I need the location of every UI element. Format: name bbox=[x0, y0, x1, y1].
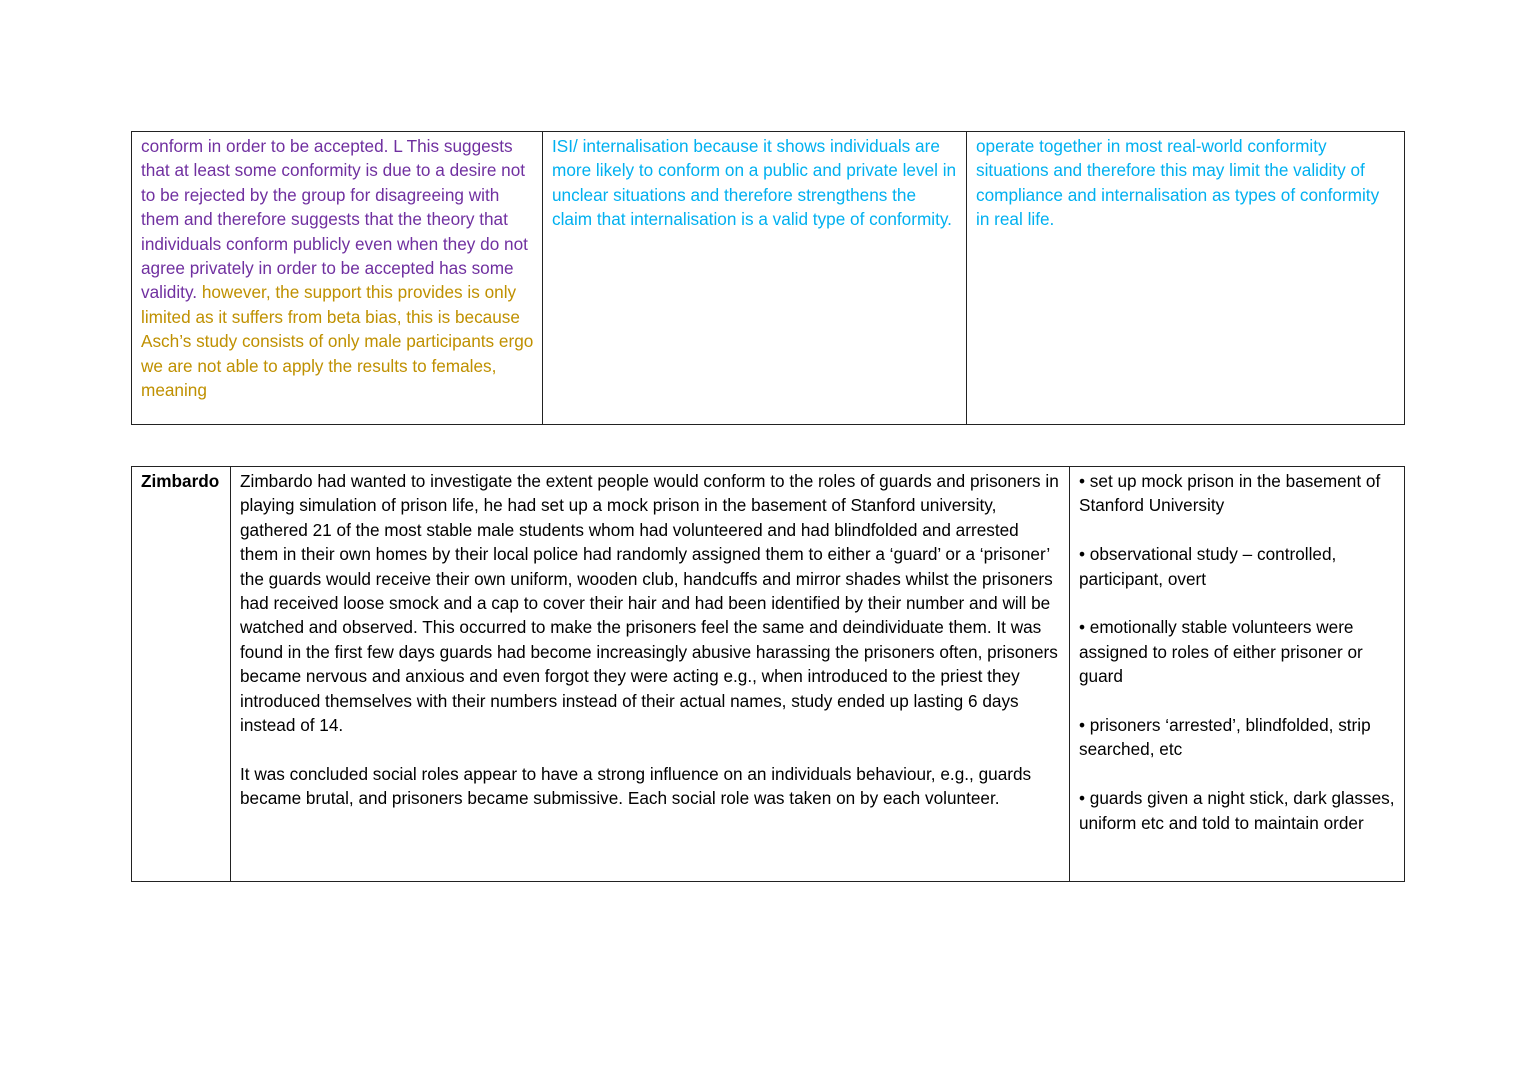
keypoint-item: • guards given a night stick, dark glasses, uniform etc and told to maintain order bbox=[1079, 788, 1395, 833]
evaluation-cell-2 bbox=[543, 132, 967, 425]
study-conclusion: It was concluded social roles appear to have a strong influence on an individuals behaviour, e.g., guards became brutal, and prisoners became submissive. Each social role was taken on by each volunteer. bbox=[240, 763, 1032, 809]
study-name: Zimbardo bbox=[141, 471, 220, 491]
evaluation-text-cyan-2: ISI/ internalisation because it shows individuals are more likely to conform on a public and private level in unclear situations and therefore strengthens the claim that internalisation is a valid type of conformity. bbox=[552, 136, 957, 230]
keypoint-item: • emotionally stable volunteers were assigned to roles of either prisoner or guard bbox=[1079, 617, 1363, 687]
evaluation-table bbox=[131, 131, 1405, 425]
evaluation-row bbox=[132, 132, 1405, 425]
keypoint-item: • observational study – controlled, participant, overt bbox=[1079, 544, 1337, 589]
keypoint-item: • set up mock prison in the basement of Stanford University bbox=[1079, 471, 1381, 516]
study-row bbox=[132, 467, 1405, 882]
evaluation-text-cyan-3: operate together in most real-world conformity situations and therefore this may limit the validity of compliance and internalisation as types of conformity in real life. bbox=[976, 136, 1380, 230]
study-description-cell bbox=[231, 467, 1070, 882]
evaluation-text-gold: however, the support this provides is only limited as it suffers from beta bias, this is because Asch’s study consists of only male participants ergo we are not able to apply the results to females, meaning bbox=[141, 282, 534, 401]
evaluation-cell-3 bbox=[967, 132, 1405, 425]
study-procedure: Zimbardo had wanted to investigate the extent people would conform to the roles of guards and prisoners in playing simulation of prison life, he had set up a mock prison in the basement of Stanford university, gathered 21 of the most stable male students whom had volunteered and had blindfolded and arrested them in their own homes by their local police had randomly assigned them to either a ‘guard’ or a ‘prisoner’ the guards would receive their own uniform, wooden club, handcuffs and mirror shades whilst the prisoners had received loose smock and a cap to cover their hair and had been identified by their number and will be watched and observed. This occurred to make the prisoners feel the same and deindividuate them. It was found in the first few days guards had become increasingly abusive harassing the prisoners often, prisoners became nervous and anxious and even forgot they were acting e.g., when introduced to the priest they introduced themselves with their numbers instead of their actual names, study ended up lasting 6 days instead of 14. bbox=[240, 471, 1059, 736]
study-table bbox=[131, 466, 1405, 882]
keypoint-item: • prisoners ‘arrested’, blindfolded, strip searched, etc bbox=[1079, 715, 1371, 760]
evaluation-cell-1 bbox=[132, 132, 543, 425]
study-keypoints-cell bbox=[1070, 467, 1405, 882]
study-name-cell bbox=[132, 467, 231, 882]
evaluation-text-purple: conform in order to be accepted. L This suggests that at least some conformity is due to a desire not to be rejected by the group for disagreeing with them and therefore suggests that the theory that individuals conform publicly even when they do not agree privately in order to be accepted has some validity. bbox=[141, 136, 528, 303]
